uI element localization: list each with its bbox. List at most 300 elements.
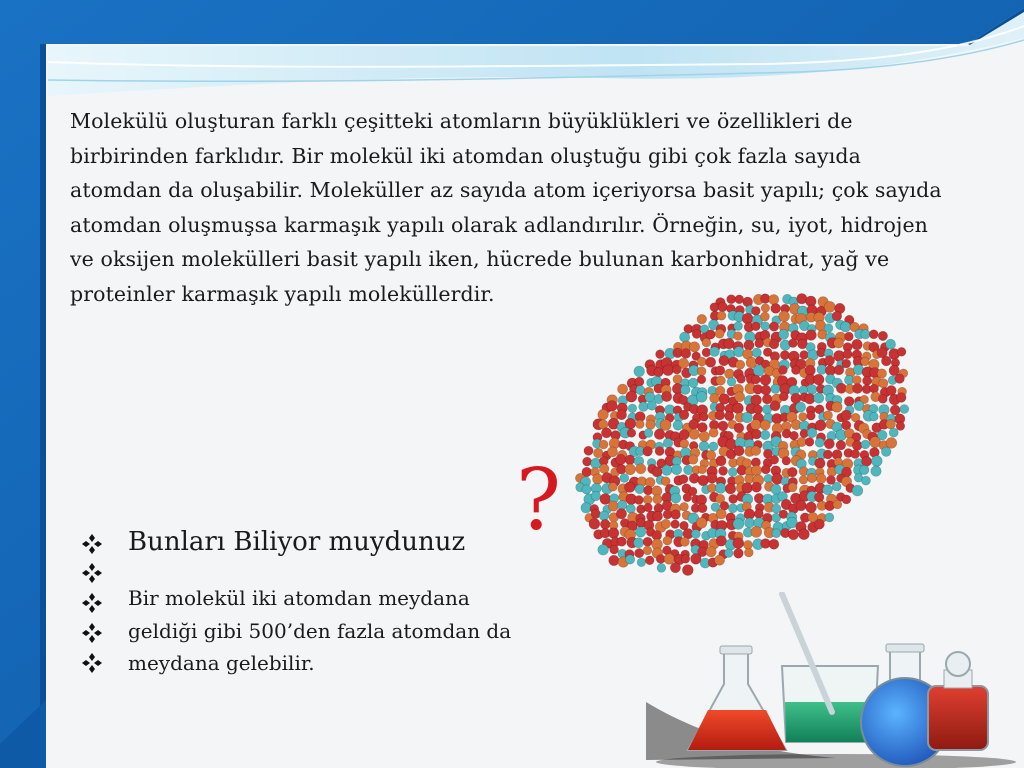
atom-sphere (663, 438, 673, 448)
atom-sphere (735, 295, 744, 304)
atom-sphere (689, 429, 699, 439)
atom-sphere (814, 519, 824, 529)
atom-sphere (881, 356, 891, 366)
atom-sphere (706, 330, 715, 339)
atom-sphere (800, 351, 809, 360)
atom-sphere (861, 440, 870, 449)
atom-sphere (702, 338, 711, 347)
atom-sphere (697, 375, 706, 384)
atom-sphere (716, 456, 726, 466)
atom-sphere (706, 357, 716, 367)
atom-sphere (663, 365, 674, 376)
atom-sphere (698, 423, 708, 433)
atom-sphere (734, 423, 744, 433)
atom-sphere (782, 457, 791, 466)
atom-sphere (890, 405, 900, 415)
atom-sphere (824, 439, 834, 449)
atom-sphere (852, 485, 863, 496)
atom-sphere (878, 394, 887, 403)
atom-sphere (860, 465, 869, 474)
atom-sphere (871, 456, 882, 467)
atom-sphere (625, 464, 636, 475)
atom-sphere (715, 329, 724, 338)
lab-flasks-illustration (636, 592, 1024, 768)
atom-sphere (733, 538, 744, 549)
atom-sphere (897, 347, 906, 356)
atom-sphere (637, 558, 646, 567)
atom-sphere (760, 420, 770, 430)
atom-sphere (823, 450, 832, 459)
atom-sphere (684, 465, 694, 475)
atom-sphere (673, 420, 683, 430)
atom-sphere (699, 431, 709, 441)
atom-sphere (643, 546, 652, 555)
atom-sphere (834, 338, 844, 348)
atom-sphere (841, 410, 851, 420)
atom-sphere (877, 369, 886, 378)
atom-sphere (635, 484, 644, 493)
atom-sphere (625, 555, 634, 564)
atom-sphere (714, 555, 724, 565)
atom-sphere (700, 413, 709, 422)
molecule-illustration (572, 292, 912, 582)
atom-sphere (679, 410, 689, 420)
atom-sphere (681, 555, 690, 564)
atom-sphere (755, 339, 764, 348)
atom-sphere (646, 420, 656, 430)
atom-sphere (733, 518, 744, 529)
atom-sphere (806, 330, 817, 341)
paragraph-line: Molekülü oluşturan farklı çeşitteki atomların büyüklükleri ve özellikleri de (70, 109, 853, 133)
atom-sphere (799, 413, 808, 422)
atom-sphere (834, 351, 845, 362)
atom-sphere (607, 401, 618, 412)
atom-sphere (653, 511, 663, 521)
atom-sphere (719, 466, 728, 475)
atom-sphere (815, 438, 824, 447)
atom-sphere (584, 446, 593, 455)
atom-sphere (734, 548, 744, 558)
atom-sphere (761, 465, 770, 474)
atom-sphere (861, 357, 870, 366)
atom-sphere (861, 476, 870, 485)
atom-sphere (862, 456, 872, 466)
atom-sphere (672, 465, 682, 475)
atom-sphere (823, 411, 832, 420)
atom-sphere (727, 295, 736, 304)
atom-sphere (779, 311, 790, 322)
paragraph-text (70, 104, 1024, 311)
paragraph-line: ve oksijen molekülleri basit yapılı iken, hücrede bulunan karbonhidrat, yağ ve (70, 247, 890, 271)
atom-sphere (863, 376, 872, 385)
atom-sphere (654, 429, 665, 440)
atom-sphere (752, 348, 761, 357)
atom-sphere (643, 537, 652, 546)
atom-sphere (799, 529, 810, 540)
atom-sphere (696, 391, 707, 402)
atom-sphere (598, 409, 609, 420)
atom-sphere (717, 311, 726, 320)
atom-sphere (644, 503, 653, 512)
atom-sphere (598, 545, 609, 556)
atom-sphere (655, 447, 664, 456)
atom-sphere (671, 510, 681, 520)
atom-sphere (769, 539, 779, 549)
atom-sphere (716, 376, 725, 385)
atom-sphere (697, 314, 707, 324)
atom-sphere (715, 410, 725, 420)
atom-sphere (842, 359, 851, 368)
atom-sphere (771, 304, 781, 314)
atom-sphere (661, 519, 670, 528)
atom-sphere (779, 392, 788, 401)
diamond-bullet-icon (80, 533, 104, 555)
atom-sphere (689, 473, 699, 483)
atom-sphere (728, 504, 737, 513)
atom-sphere (752, 482, 762, 492)
atom-sphere (608, 528, 619, 539)
atom-sphere (754, 509, 763, 518)
atom-sphere (752, 429, 762, 439)
atom-sphere (698, 504, 707, 513)
atom-sphere (881, 447, 891, 457)
atom-sphere (799, 476, 808, 485)
atom-sphere (832, 482, 841, 491)
atom-sphere (707, 473, 717, 483)
atom-sphere (836, 440, 846, 450)
atom-sphere (689, 378, 699, 388)
atom-sphere (795, 402, 805, 412)
atom-sphere (635, 549, 644, 558)
atom-sphere (900, 405, 909, 414)
atom-sphere (769, 295, 779, 305)
fact-line: meydana gelebilir. (128, 651, 315, 675)
atom-sphere (683, 493, 692, 502)
atom-sphere (633, 538, 643, 548)
atom-sphere (842, 495, 851, 504)
atom-sphere (662, 391, 672, 401)
atom-sphere (769, 322, 778, 331)
question-mark: ? (516, 451, 562, 549)
atom-sphere (680, 439, 689, 448)
atom-sphere (696, 517, 707, 528)
atom-sphere (697, 367, 706, 376)
diamond-bullet-icon (80, 562, 104, 584)
atom-sphere (671, 493, 681, 503)
atom-sphere (725, 369, 735, 379)
atom-sphere (662, 465, 672, 475)
atom-sphere (645, 392, 655, 402)
atom-sphere (734, 322, 743, 331)
atom-sphere (718, 421, 728, 431)
atom-sphere (636, 420, 645, 429)
atom-sphere (699, 441, 709, 451)
atom-sphere (744, 340, 754, 350)
atom-sphere (709, 428, 718, 437)
atom-sphere (869, 330, 878, 339)
atom-sphere (853, 376, 862, 385)
atom-sphere (896, 422, 905, 431)
atom-sphere (636, 386, 645, 395)
atom-sphere (744, 548, 753, 557)
atom-sphere (832, 311, 842, 321)
atom-sphere (762, 394, 772, 404)
atom-sphere (792, 366, 801, 375)
atom-sphere (715, 483, 726, 494)
atom-sphere (788, 483, 797, 492)
fact-line: Bir molekül iki atomdan meydana (128, 586, 470, 610)
atom-sphere (643, 447, 653, 457)
atom-sphere (806, 502, 817, 513)
atom-sphere (600, 519, 610, 529)
atom-sphere (663, 536, 672, 545)
atom-sphere (719, 394, 730, 405)
atom-sphere (735, 392, 745, 402)
atom-sphere (843, 350, 852, 359)
atom-sphere (589, 518, 600, 529)
atom-sphere (832, 402, 843, 413)
atom-sphere (886, 438, 897, 449)
atom-sphere (688, 455, 698, 465)
atom-sphere (719, 356, 729, 366)
atom-sphere (816, 474, 826, 484)
atom-sphere (620, 474, 629, 483)
atom-sphere (771, 384, 780, 393)
atom-sphere (734, 446, 744, 456)
atom-sphere (815, 420, 826, 431)
atom-sphere (878, 331, 887, 340)
atom-sphere (643, 495, 652, 504)
atom-sphere (634, 496, 643, 505)
atom-sphere (706, 450, 716, 460)
atom-sphere (716, 509, 726, 519)
atom-sphere (844, 397, 854, 407)
atom-sphere (610, 545, 619, 554)
atom-sphere (751, 375, 760, 384)
did-you-know-heading: Bunları Biliyor muydunuz (128, 527, 466, 557)
atom-sphere (644, 429, 653, 438)
atom-sphere (752, 307, 761, 316)
atom-sphere (815, 458, 825, 468)
paragraph-line: atomdan oluşmuşsa karmaşık yapılı olarak adlandırılır. Örneğin, su, iyot, hidrojen (70, 212, 928, 237)
atom-sphere (718, 302, 728, 312)
atom-sphere (788, 467, 798, 477)
atom-sphere (870, 412, 879, 421)
atom-sphere (698, 465, 707, 474)
atom-sphere (625, 455, 635, 465)
atom-sphere (636, 464, 646, 474)
atom-sphere (616, 454, 626, 464)
atom-sphere (895, 374, 905, 384)
atom-sphere (779, 329, 789, 339)
atom-sphere (751, 526, 762, 537)
atom-sphere (670, 563, 680, 573)
atom-sphere (593, 474, 603, 484)
atom-sphere (582, 485, 591, 494)
atom-sphere (879, 379, 888, 388)
atom-sphere (716, 536, 726, 546)
diamond-bullet-icon (80, 622, 104, 644)
atom-sphere (825, 356, 835, 366)
atom-sphere (736, 360, 745, 369)
atom-sphere (814, 393, 824, 403)
atom-sphere (653, 495, 662, 504)
atom-sphere (697, 357, 706, 366)
atom-sphere (886, 419, 896, 429)
atom-sphere (654, 368, 663, 377)
atom-sphere (770, 455, 779, 464)
atom-sphere (851, 450, 860, 459)
atom-sphere (728, 468, 737, 477)
atom-sphere (583, 457, 592, 466)
atom-sphere (823, 485, 833, 495)
atom-sphere (710, 347, 720, 357)
atom-sphere (886, 339, 896, 349)
atom-sphere (780, 351, 789, 360)
atom-sphere (772, 529, 781, 538)
atom-sphere (834, 365, 844, 375)
atom-sphere (852, 339, 863, 350)
atom-sphere (627, 429, 636, 438)
atom-sphere (729, 494, 738, 503)
atom-sphere (609, 482, 618, 491)
atom-sphere (769, 339, 779, 349)
atom-sphere (657, 564, 666, 573)
atom-sphere (607, 447, 617, 457)
atom-sphere (672, 365, 681, 374)
atom-sphere (753, 365, 764, 376)
atom-sphere (710, 393, 720, 403)
atom-sphere (591, 509, 600, 518)
paragraph-line: birbirinden farklıdır. Bir molekül iki atomdan oluştuğu gibi çok fazla sayıda (70, 143, 861, 168)
atom-sphere (626, 504, 635, 513)
atom-sphere (664, 554, 675, 565)
diamond-bullet-icon (80, 652, 104, 674)
atom-sphere (644, 486, 653, 495)
atom-sphere (679, 475, 688, 484)
fact-line: geldiği gibi 500’den fazla atomdan da (128, 619, 512, 643)
atom-sphere (770, 401, 780, 411)
atom-sphere (593, 448, 603, 458)
atom-sphere (734, 332, 743, 341)
atom-sphere (761, 304, 770, 313)
atom-sphere (625, 482, 636, 493)
atom-sphere (639, 402, 649, 412)
atom-sphere (599, 464, 609, 474)
atom-sphere (725, 411, 734, 420)
atom-sphere (591, 491, 601, 501)
atom-sphere (680, 332, 690, 342)
atom-sphere (861, 330, 870, 339)
atom-sphere (751, 465, 761, 475)
atom-sphere (635, 527, 645, 537)
atom-sphere (870, 384, 879, 393)
atom-sphere (682, 565, 693, 576)
atom-sphere (733, 403, 744, 414)
atom-sphere (825, 513, 834, 522)
atom-sphere (778, 366, 787, 375)
atom-sphere (813, 374, 824, 385)
atom-sphere (680, 502, 689, 511)
atom-sphere (790, 431, 799, 440)
atom-sphere (745, 474, 754, 483)
atom-sphere (761, 322, 770, 331)
atom-sphere (691, 530, 700, 539)
atom-sphere (752, 322, 761, 331)
atom-sphere (645, 556, 654, 565)
atom-sphere (617, 537, 626, 546)
atom-sphere (807, 385, 817, 395)
atom-sphere (840, 322, 850, 332)
atom-sphere (845, 332, 854, 341)
atom-sphere (680, 537, 689, 546)
atom-sphere (727, 377, 736, 386)
paragraph-line: atomdan da oluşabilir. Moleküller az sayıda atom içeriyorsa basit yapılı; çok sayıda (70, 178, 942, 202)
atom-sphere (789, 339, 798, 348)
atom-sphere (681, 385, 691, 395)
atom-sphere (599, 440, 608, 449)
atom-sphere (853, 384, 863, 394)
atom-sphere (634, 366, 645, 377)
atom-sphere (852, 441, 862, 451)
atom-sphere (833, 500, 842, 509)
atom-sphere (609, 555, 619, 565)
atom-sphere (796, 500, 806, 510)
atom-sphere (807, 412, 816, 421)
atom-sphere (824, 301, 835, 312)
atom-sphere (751, 446, 761, 456)
atom-sphere (788, 529, 798, 539)
atom-sphere (706, 547, 716, 557)
atom-sphere (871, 466, 881, 476)
paragraph-line: proteinler karmaşık yapılı moleküllerdir. (70, 281, 495, 306)
atom-sphere (617, 410, 627, 420)
atom-sphere (709, 442, 718, 451)
atom-sphere (608, 501, 618, 511)
atom-sphere (715, 366, 724, 375)
atom-sphere (754, 405, 763, 414)
atom-sphere (616, 509, 626, 519)
atom-sphere (681, 349, 691, 359)
atom-sphere (760, 312, 769, 321)
atom-sphere (601, 428, 611, 438)
atom-sphere (691, 554, 702, 565)
atom-sphere (660, 420, 671, 431)
atom-sphere (761, 430, 770, 439)
atom-sphere (656, 350, 665, 359)
atom-sphere (745, 518, 755, 528)
atom-sphere (742, 412, 753, 423)
atom-sphere (663, 546, 672, 555)
atom-sphere (760, 375, 771, 386)
atom-sphere (896, 393, 906, 403)
atom-sphere (761, 385, 771, 395)
atom-sphere (725, 483, 736, 494)
atom-sphere (628, 404, 637, 413)
atom-sphere (751, 419, 761, 429)
diamond-bullet-icon (80, 592, 104, 614)
atom-sphere (889, 428, 898, 437)
atom-sphere (724, 549, 733, 558)
atom-sphere (737, 375, 746, 384)
atom-sphere (618, 384, 628, 394)
atom-sphere (807, 473, 816, 482)
atom-sphere (671, 520, 680, 529)
atom-sphere (805, 438, 814, 447)
atom-sphere (626, 391, 637, 402)
atom-sphere (689, 342, 699, 352)
atom-sphere (807, 428, 817, 438)
